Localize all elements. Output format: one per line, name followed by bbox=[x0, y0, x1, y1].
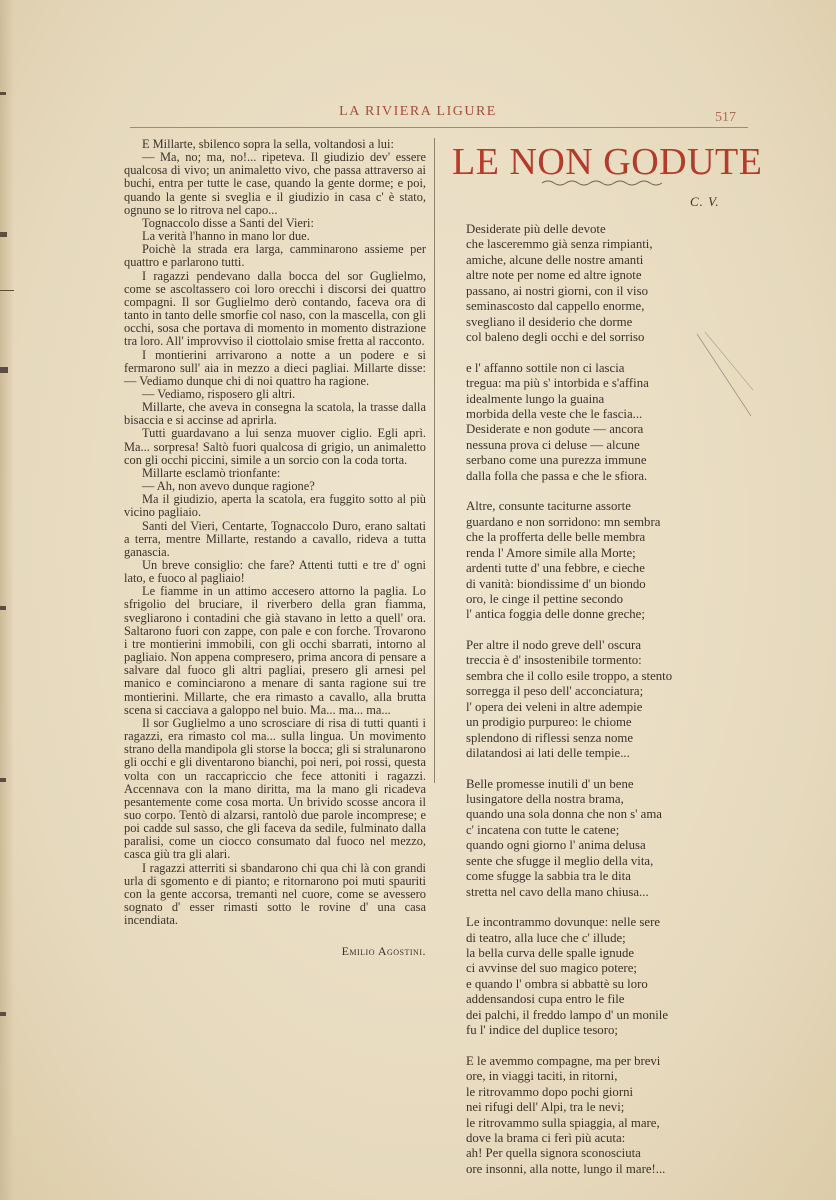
story-paragraph: — Ah, non avevo dunque ragione? bbox=[142, 479, 315, 494]
poem-line: ore, in viaggi taciti, in ritorni, bbox=[466, 1069, 618, 1084]
poem-stanza bbox=[466, 915, 756, 1039]
page-edge-shadow bbox=[0, 0, 14, 1200]
poem-stanza bbox=[466, 222, 756, 346]
poem-line: serbano come una purezza immune bbox=[466, 453, 647, 468]
poem-line: come sfugge la sabbia tra le dita bbox=[466, 869, 631, 884]
story-paragraph: — Ma, no; ma, no!... ripeteva. Il giudizio dev' essere qualcosa di vivo; un animaletto vivo, che passa attraverso ai buchi, entra per tutte le case, quando la gente dorme; e poi, quando la gente si sveglia e il giudizio in casa c' è stato, ognuno se lo ritrova nel capo... bbox=[124, 150, 426, 217]
story-paragraph: Millarte, che aveva in consegna la scatola, la trasse dalla bisaccia e si accinse ad aprirla. bbox=[124, 400, 426, 428]
poem-line: nei rifugi dell' Alpi, tra le nevi; bbox=[466, 1100, 625, 1115]
poem-line: fu l' indice del duplice tesoro; bbox=[466, 1023, 618, 1038]
poem-line: passano, ai nostri giorni, con il viso bbox=[466, 283, 648, 298]
poem-line: dei palchi, il freddo lampo d' un monile bbox=[466, 1007, 669, 1022]
poem-stanza bbox=[466, 1054, 756, 1178]
poem-line: un prodigio purpureo: le chiome bbox=[466, 715, 632, 730]
poem-line: altre note per nome ed altre ignote bbox=[466, 268, 642, 283]
margin-mark bbox=[0, 290, 14, 291]
poem-line: stretta nel cavo della mano chiusa... bbox=[466, 884, 649, 899]
poem-line: treccia è d' insostenibile tormento: bbox=[466, 653, 642, 668]
poem-line: e quando l' ombra si abbattè su loro bbox=[466, 976, 648, 991]
poem-line: Per altre il nodo greve dell' oscura bbox=[466, 637, 642, 652]
margin-mark bbox=[0, 367, 8, 373]
poem-line: dilatandosi ai lati delle tempie... bbox=[466, 746, 630, 761]
poem-line: oro, le cinge il pettine secondo bbox=[466, 591, 624, 606]
poem-line: Le incontrammo dovunque: nelle sere bbox=[466, 915, 661, 930]
poem-line: quando una sola donna che non s' ama bbox=[466, 807, 662, 822]
poem-line: l' antica foggia delle donne greche; bbox=[466, 607, 645, 622]
story-paragraph: — Vediamo, risposero gli altri. bbox=[142, 386, 296, 401]
poem-author: C. V. bbox=[690, 194, 720, 209]
poem-line: Desiderate e non godute — ancora bbox=[466, 422, 644, 437]
story-paragraph: La verità l'hanno in mano lor due. bbox=[142, 229, 310, 244]
margin-mark bbox=[0, 1012, 6, 1016]
story-paragraph: Santi del Vieri, Centarte, Tognaccolo Duro, erano saltati a terra, mentre Millarte, restando a cavallo, rideva a tutta ganascia. bbox=[124, 518, 426, 559]
story-paragraph: Le fiamme in un attimo accesero attorno la paglia. Lo sfrigolio del bruciare, il riverbero della gran fiamma, svegliarono i contadini che già stavano in letto a quell' ora. Saltarono fuori con zappe, con pale e con forche. Trovarono i tre montierini immobili, con gli occhi sbarrati, intorno al pagliaio. Non appena compresero, prima ancora di pensare a salvare dal fuoco gli altri pagliai, presero gli arnesi pel manico e cominciarono a menare di santa ragione sui tre montierini. Millarte, che era rimasto a cavallo, alla brutta scena si cacciava a galoppo nel buio. Ma... ma... ma... bbox=[124, 584, 426, 717]
story-paragraph: I ragazzi atterriti si sbandarono chi qua chi là con grandi urla di sgomento e di pianto; e ritornarono poi muti spauriti con la gente accorsa, tremanti nel cuore, come se avessero sognato d' esser rimasti sotto le rovine d' una casa incendiata. bbox=[124, 860, 426, 928]
story-paragraph: I montierini arrivarono a notte a un podere e si fermarono sull' aia in mezzo a dieci pagliai. Millarte disse: — Vediamo dunque chi di noi quattro ha ragione. bbox=[124, 347, 426, 388]
poem-line: c' incatena con tutte le catene; bbox=[466, 822, 620, 837]
column-divider bbox=[434, 138, 435, 783]
story-paragraph: Un breve consiglio: che fare? Attenti tutti e tre d' ogni lato, e fuoco al pagliaio! bbox=[124, 558, 426, 586]
poem-line: le ritrovammo sulla spiaggia, al mare, bbox=[466, 1115, 660, 1130]
story-paragraph: Tutti guardavano a lui senza muover ciglio. Egli aprì. Ma... sorpresa! Saltò fuori qualcosa di grigio, un animaletto con gli occhi piccini, simile a un sorcio con la coda torta. bbox=[124, 426, 426, 467]
page-number: 517 bbox=[715, 110, 736, 125]
story-paragraph: Tognaccolo disse a Santi del Vieri: bbox=[142, 215, 314, 230]
poem-line: Altre, consunte taciturne assorte bbox=[466, 499, 631, 514]
poem-line: ardenti tutte d' una febbre, e cieche bbox=[466, 561, 645, 576]
poem-stanza bbox=[466, 777, 756, 901]
poem-line: che la profferta delle belle membra bbox=[466, 530, 646, 545]
poem-line: lusingatore della nostra brama, bbox=[466, 791, 624, 806]
poem-line: di vanità: biondissime d' un biondo bbox=[466, 576, 646, 591]
poem-line: svegliano il desiderio che dorme bbox=[466, 314, 633, 329]
story-paragraph: Poichè la strada era larga, camminarono assieme per quattro e parlarono tutti. bbox=[124, 242, 426, 270]
poem-line: nessuna prova ci deluse — alcune bbox=[466, 437, 640, 452]
poem-line: ah! Per quella signora sconosciuta bbox=[466, 1146, 641, 1161]
poem-stanza bbox=[466, 638, 756, 762]
poem-line: l' opera dei veleni in altre adempie bbox=[466, 699, 643, 714]
poem-line: E le avemmo compagne, ma per brevi bbox=[466, 1053, 661, 1068]
margin-mark bbox=[0, 92, 6, 95]
poem-line: ore insonni, alla notte, lungo il mare!... bbox=[466, 1161, 666, 1176]
margin-mark bbox=[0, 232, 7, 237]
poem-line: Desiderate più delle devote bbox=[466, 222, 606, 236]
poem-line: tregua: ma più s' intorbida e s'affina bbox=[466, 376, 649, 391]
poem-line: quando ogni giorno l' anima delusa bbox=[466, 838, 646, 853]
poem-line: morbida della veste che le fascia... bbox=[466, 406, 643, 421]
story-paragraph: Il sor Guglielmo a uno scrosciare di risa di tutti quanti i ragazzi, era rimasto col ma... sulla lingua. Un movimento strano della mandipola gli storse la bocca; gli si stralunarono gli occhi e gli diventarono bianchi, poi neri, poi rossi, questa volta con un raccapriccio che fece attoniti i ragazzi. Accennava con la mano diritta, ma la mano gli ricadeva pesantemente come cosa morta. Un brivido scosse ancora il suo corpo. Tentò di alzarsi, rantolò due parole incomprese; e poi cadde sul sasso, che gli faceva da sedile, fulminato dalla paralisi, come un ciocco consumato dal fuoco nel mezzo, casca giù tra gli alari. bbox=[124, 715, 426, 862]
poem-line: le ritrovammo dopo pochi giorni bbox=[466, 1084, 634, 1099]
poem-line: dalla folla che passa e che le sfiora. bbox=[466, 468, 648, 483]
poem-line: sembra che il collo esile troppo, a stento bbox=[466, 668, 673, 683]
poem-line: amiche, alcune delle nostre amanti bbox=[466, 252, 644, 267]
poem-column bbox=[466, 222, 756, 1192]
poem-line: guardano e non sorridono: mn sembra bbox=[466, 514, 661, 529]
poem-line: col baleno degli occhi e del sorriso bbox=[466, 330, 645, 345]
header-rule bbox=[130, 127, 748, 128]
story-column bbox=[124, 138, 426, 959]
poem-title: LE NON GODUTE bbox=[452, 141, 763, 183]
poem-line: addensandosi cupa entro le file bbox=[466, 992, 625, 1007]
story-paragraph: I ragazzi pendevano dalla bocca del sor Guglielmo, come se ascoltassero coi loro orecchi i discorsi dei quattro compagni. Il sor Guglielmo derò contando, faceva ora di tanto in tanto delle smorfie col naso, con la mascella, con gli occhi, sosa che portava di momento in momento distrazione tra loro. All' improvviso il ciottolaio smise fretta al racconto. bbox=[124, 268, 426, 349]
story-paragraph: E Millarte, sbilenco sopra la sella, voltandosi a lui: bbox=[142, 137, 394, 151]
poem-line: ci avvinse del suo magico potere; bbox=[466, 961, 637, 976]
poem-stanza bbox=[466, 361, 756, 485]
poem-stanza bbox=[466, 499, 756, 623]
poem-line: seminascosto dal cappello enorme, bbox=[466, 299, 645, 314]
poem-line: e l' affanno sottile non ci lascia bbox=[466, 360, 625, 375]
title-flourish bbox=[540, 178, 670, 188]
story-signature: Emilio Agostini. bbox=[341, 944, 426, 959]
running-head: LA RIVIERA LIGURE bbox=[339, 104, 497, 119]
story-paragraph: Ma il giudizio, aperta la scatola, era fuggito sotto al più vicino pagliaio. bbox=[124, 492, 426, 520]
poem-line: Belle promesse inutili d' un bene bbox=[466, 776, 634, 791]
poem-line: che lasceremmo già senza rimpianti, bbox=[466, 237, 653, 252]
poem-line: dove la brama ci ferì più acuta: bbox=[466, 1131, 626, 1146]
poem-line: sente che sfugge il meglio della vita, bbox=[466, 853, 654, 868]
margin-mark bbox=[0, 606, 6, 610]
story-paragraph: Millarte esclamò trionfante: bbox=[142, 465, 281, 480]
margin-mark bbox=[0, 778, 6, 782]
poem-line: la bella curva delle spalle ignude bbox=[466, 946, 635, 961]
poem-line: renda l' Amore simile alla Morte; bbox=[466, 545, 636, 560]
poem-line: idealmente lungo la guaina bbox=[466, 391, 605, 406]
poem-line: splendono di riflessi senza nome bbox=[466, 730, 634, 745]
poem-line: sorregga il peso dell' acconciatura; bbox=[466, 684, 644, 699]
poem-line: di teatro, alla luce che c' illude; bbox=[466, 930, 626, 945]
